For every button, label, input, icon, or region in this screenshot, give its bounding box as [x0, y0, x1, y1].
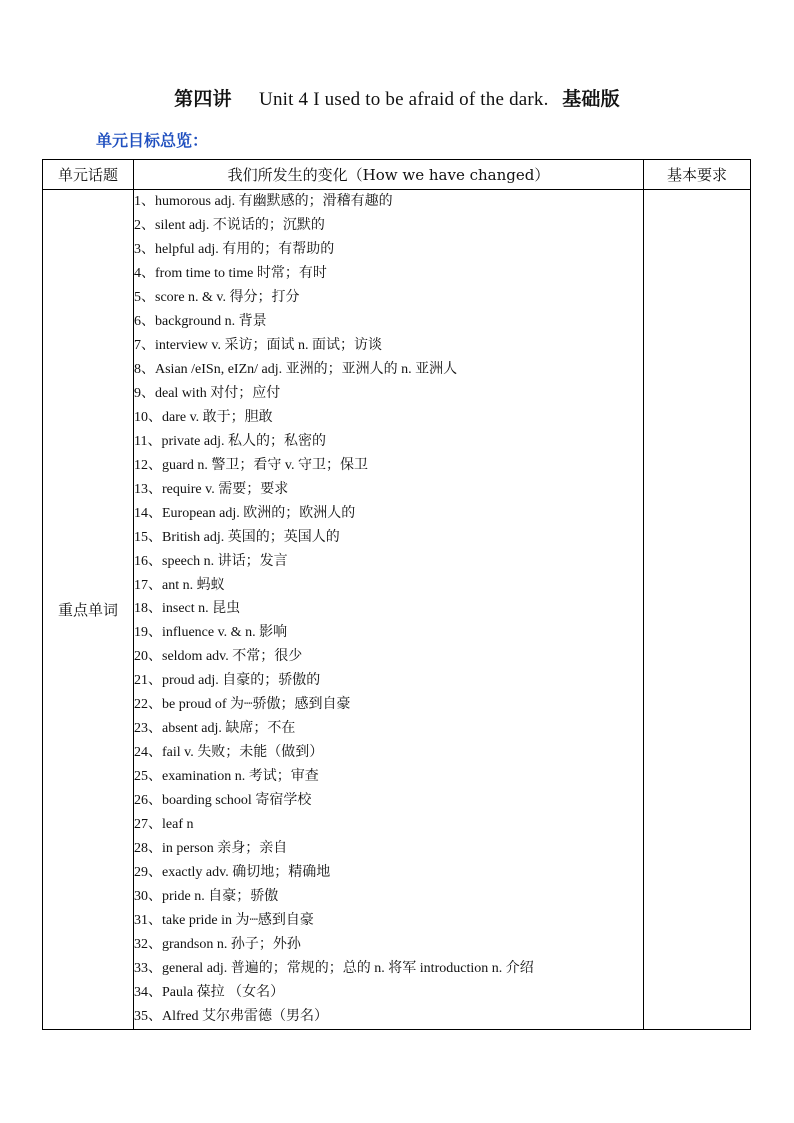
vocab-item: 6、background n. 背景 [134, 313, 267, 329]
table-row [43, 190, 751, 1030]
vocab-item: 30、pride n. 自豪；骄傲 [134, 889, 279, 905]
header-topic: 单元话题 [43, 160, 134, 190]
vocab-item: 21、proud adj. 自豪的；骄傲的 [134, 673, 321, 689]
vocab-item: 26、boarding school 寄宿学校 [134, 793, 312, 809]
vocab-item: 32、grandson n. 孙子；外孙 [134, 937, 301, 953]
vocab-item: 22、be proud of 为┈骄傲；感到自豪 [134, 697, 351, 713]
page-title [0, 84, 794, 111]
title-lecture: 第四讲 [174, 88, 232, 110]
vocabulary-table [42, 159, 751, 1030]
vocab-item: 23、absent adj. 缺席；不在 [134, 721, 296, 737]
vocab-item: 19、influence v. & n. 影响 [134, 625, 288, 641]
vocab-item: 4、from time to time 时常；有时 [134, 265, 327, 281]
word-list [134, 190, 643, 1029]
vocab-item: 11、private adj. 私人的；私密的 [134, 433, 326, 449]
vocab-item: 8、Asian /eISn, eIZn/ adj. 亚洲的；亚洲人的 n. 亚洲人 [134, 361, 458, 377]
vocab-item: 25、examination n. 考试；审查 [134, 769, 319, 785]
vocab-item: 13、require v. 需要；要求 [134, 481, 289, 497]
vocab-item: 15、British adj. 英国的；英国人的 [134, 529, 340, 545]
requirements-cell [644, 190, 751, 1030]
table-header-row [43, 160, 751, 190]
vocab-item: 29、exactly adv. 确切地；精确地 [134, 865, 331, 881]
vocab-item: 24、fail v. 失败；未能（做到） [134, 745, 324, 761]
vocab-item: 34、Paula 葆拉 （女名） [134, 984, 285, 1000]
vocab-item: 17、ant n. 蚂蚁 [134, 577, 225, 593]
word-list-cell [134, 190, 644, 1030]
section-heading: 单元目标总览： [96, 131, 209, 150]
vocab-item: 35、Alfred 艾尔弗雷德（男名） [134, 1008, 329, 1024]
vocab-item: 9、deal with 对付；应付 [134, 385, 281, 401]
vocab-item: 14、European adj. 欧洲的；欧洲人的 [134, 505, 356, 521]
header-changes: 我们所发生的变化（How we have changed） [134, 160, 644, 190]
vocab-item: 3、helpful adj. 有用的；有帮助的 [134, 241, 335, 257]
vocab-item: 1、humorous adj. 有幽默感的；滑稽有趣的 [134, 194, 393, 209]
vocab-item: 10、dare v. 敢于；胆敢 [134, 409, 273, 425]
header-requirements: 基本要求 [644, 160, 751, 190]
vocab-item: 5、score n. & v. 得分；打分 [134, 289, 300, 305]
vocab-item: 16、speech n. 讲话；发言 [134, 553, 288, 569]
vocab-item: 7、interview v. 采访；面试 n. 面试；访谈 [134, 337, 382, 353]
vocab-item: 2、silent adj. 不说话的；沉默的 [134, 217, 325, 233]
vocab-item: 28、in person 亲身；亲自 [134, 841, 288, 857]
vocab-item: 12、guard n. 警卫；看守 v. 守卫；保卫 [134, 457, 368, 473]
vocab-item: 31、take pride in 为┈感到自豪 [134, 913, 314, 929]
vocab-item: 18、insect n. 昆虫 [134, 601, 241, 617]
vocab-item: 27、leaf n [134, 817, 194, 833]
title-unit: Unit 4 I used to be afraid of the dark. [259, 89, 549, 110]
vocab-item: 20、seldom adv. 不常；很少 [134, 649, 303, 665]
vocab-item: 33、general adj. 普遍的；常规的；总的 n. 将军 introduction n. 介绍 [134, 961, 534, 976]
title-level: 基础版 [562, 88, 620, 110]
topic-cell: 重点单词 [43, 190, 134, 1030]
